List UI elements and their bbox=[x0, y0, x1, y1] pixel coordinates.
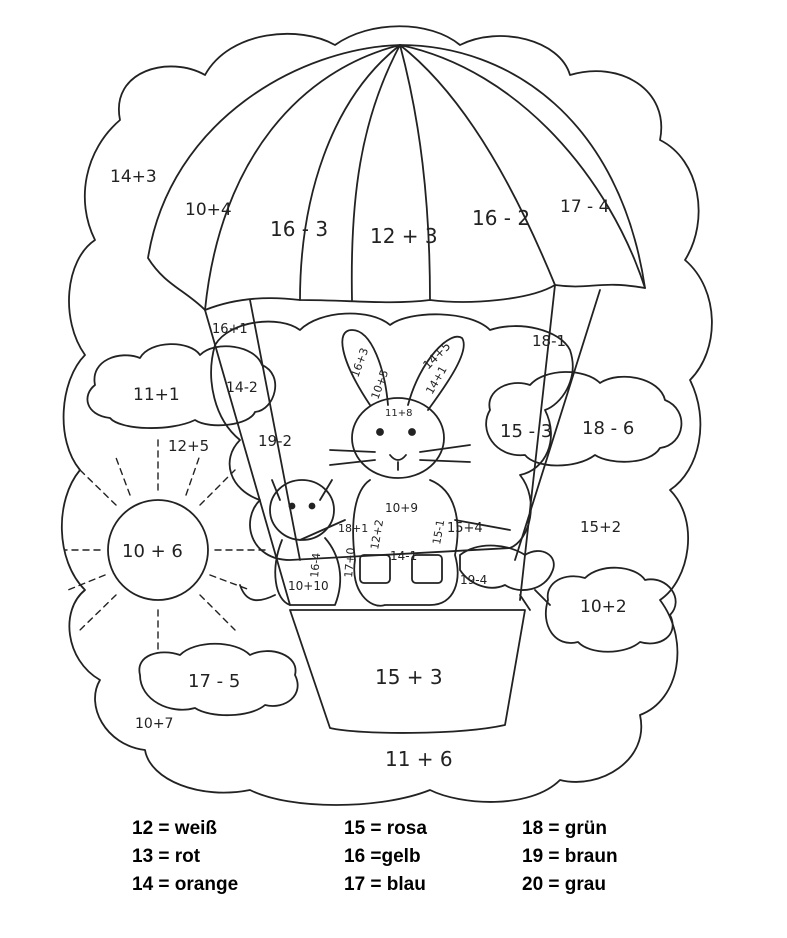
label-h: 18-1 bbox=[532, 332, 567, 350]
legend-14: 14 = orange bbox=[132, 874, 239, 895]
label-m: 15 - 3 bbox=[500, 421, 553, 442]
label-q: 10+2 bbox=[580, 597, 627, 617]
label-ac: 12+2 bbox=[368, 518, 387, 551]
legend-20: 20 = grau bbox=[522, 874, 606, 895]
label-aa: 10+9 bbox=[385, 501, 418, 515]
label-s: 10+7 bbox=[135, 716, 174, 732]
label-e: 16 - 2 bbox=[472, 206, 531, 230]
label-c: 16 - 3 bbox=[270, 217, 329, 241]
label-w: 10+5 bbox=[368, 368, 392, 402]
label-aj: 19-4 bbox=[460, 573, 488, 587]
label-k: 12+5 bbox=[168, 437, 210, 455]
label-d: 12 + 3 bbox=[370, 224, 438, 248]
legend-16: 16 =gelb bbox=[344, 846, 421, 867]
label-j: 14-2 bbox=[226, 380, 258, 396]
label-af: 17+0 bbox=[342, 547, 358, 579]
label-l: 19-2 bbox=[258, 432, 293, 450]
label-u: 11 + 6 bbox=[385, 747, 453, 771]
label-a: 14+3 bbox=[110, 167, 157, 187]
label-x: 14+5 bbox=[420, 338, 454, 373]
label-ae: 15+4 bbox=[447, 521, 483, 536]
label-b: 10+4 bbox=[185, 200, 232, 220]
label-ab: 18+1 bbox=[338, 522, 369, 535]
legend-17: 17 = blau bbox=[344, 874, 426, 895]
label-t: 15 + 3 bbox=[375, 665, 443, 689]
label-r: 17 - 5 bbox=[188, 671, 241, 692]
label-ah: 16-4 bbox=[308, 552, 324, 579]
label-ag: 14-1 bbox=[390, 549, 418, 563]
label-n: 18 - 6 bbox=[582, 418, 635, 439]
label-g: 16+1 bbox=[212, 322, 248, 337]
label-y: 14+1 bbox=[423, 363, 450, 397]
label-ad: 15-1 bbox=[430, 518, 448, 546]
legend-15: 15 = rosa bbox=[344, 818, 427, 839]
label-v: 16+3 bbox=[348, 346, 372, 380]
label-z: 11+8 bbox=[385, 408, 413, 419]
label-p: 15+2 bbox=[580, 518, 622, 536]
legend-19: 19 = braun bbox=[522, 846, 618, 867]
legend-13: 13 = rot bbox=[132, 846, 201, 867]
legend-12: 12 = weiß bbox=[132, 818, 218, 839]
label-o: 10 + 6 bbox=[122, 541, 183, 562]
label-i: 11+1 bbox=[133, 385, 180, 405]
legend-18: 18 = grün bbox=[522, 818, 607, 839]
label-ai: 10+10 bbox=[288, 579, 329, 593]
label-f: 17 - 4 bbox=[560, 197, 610, 217]
